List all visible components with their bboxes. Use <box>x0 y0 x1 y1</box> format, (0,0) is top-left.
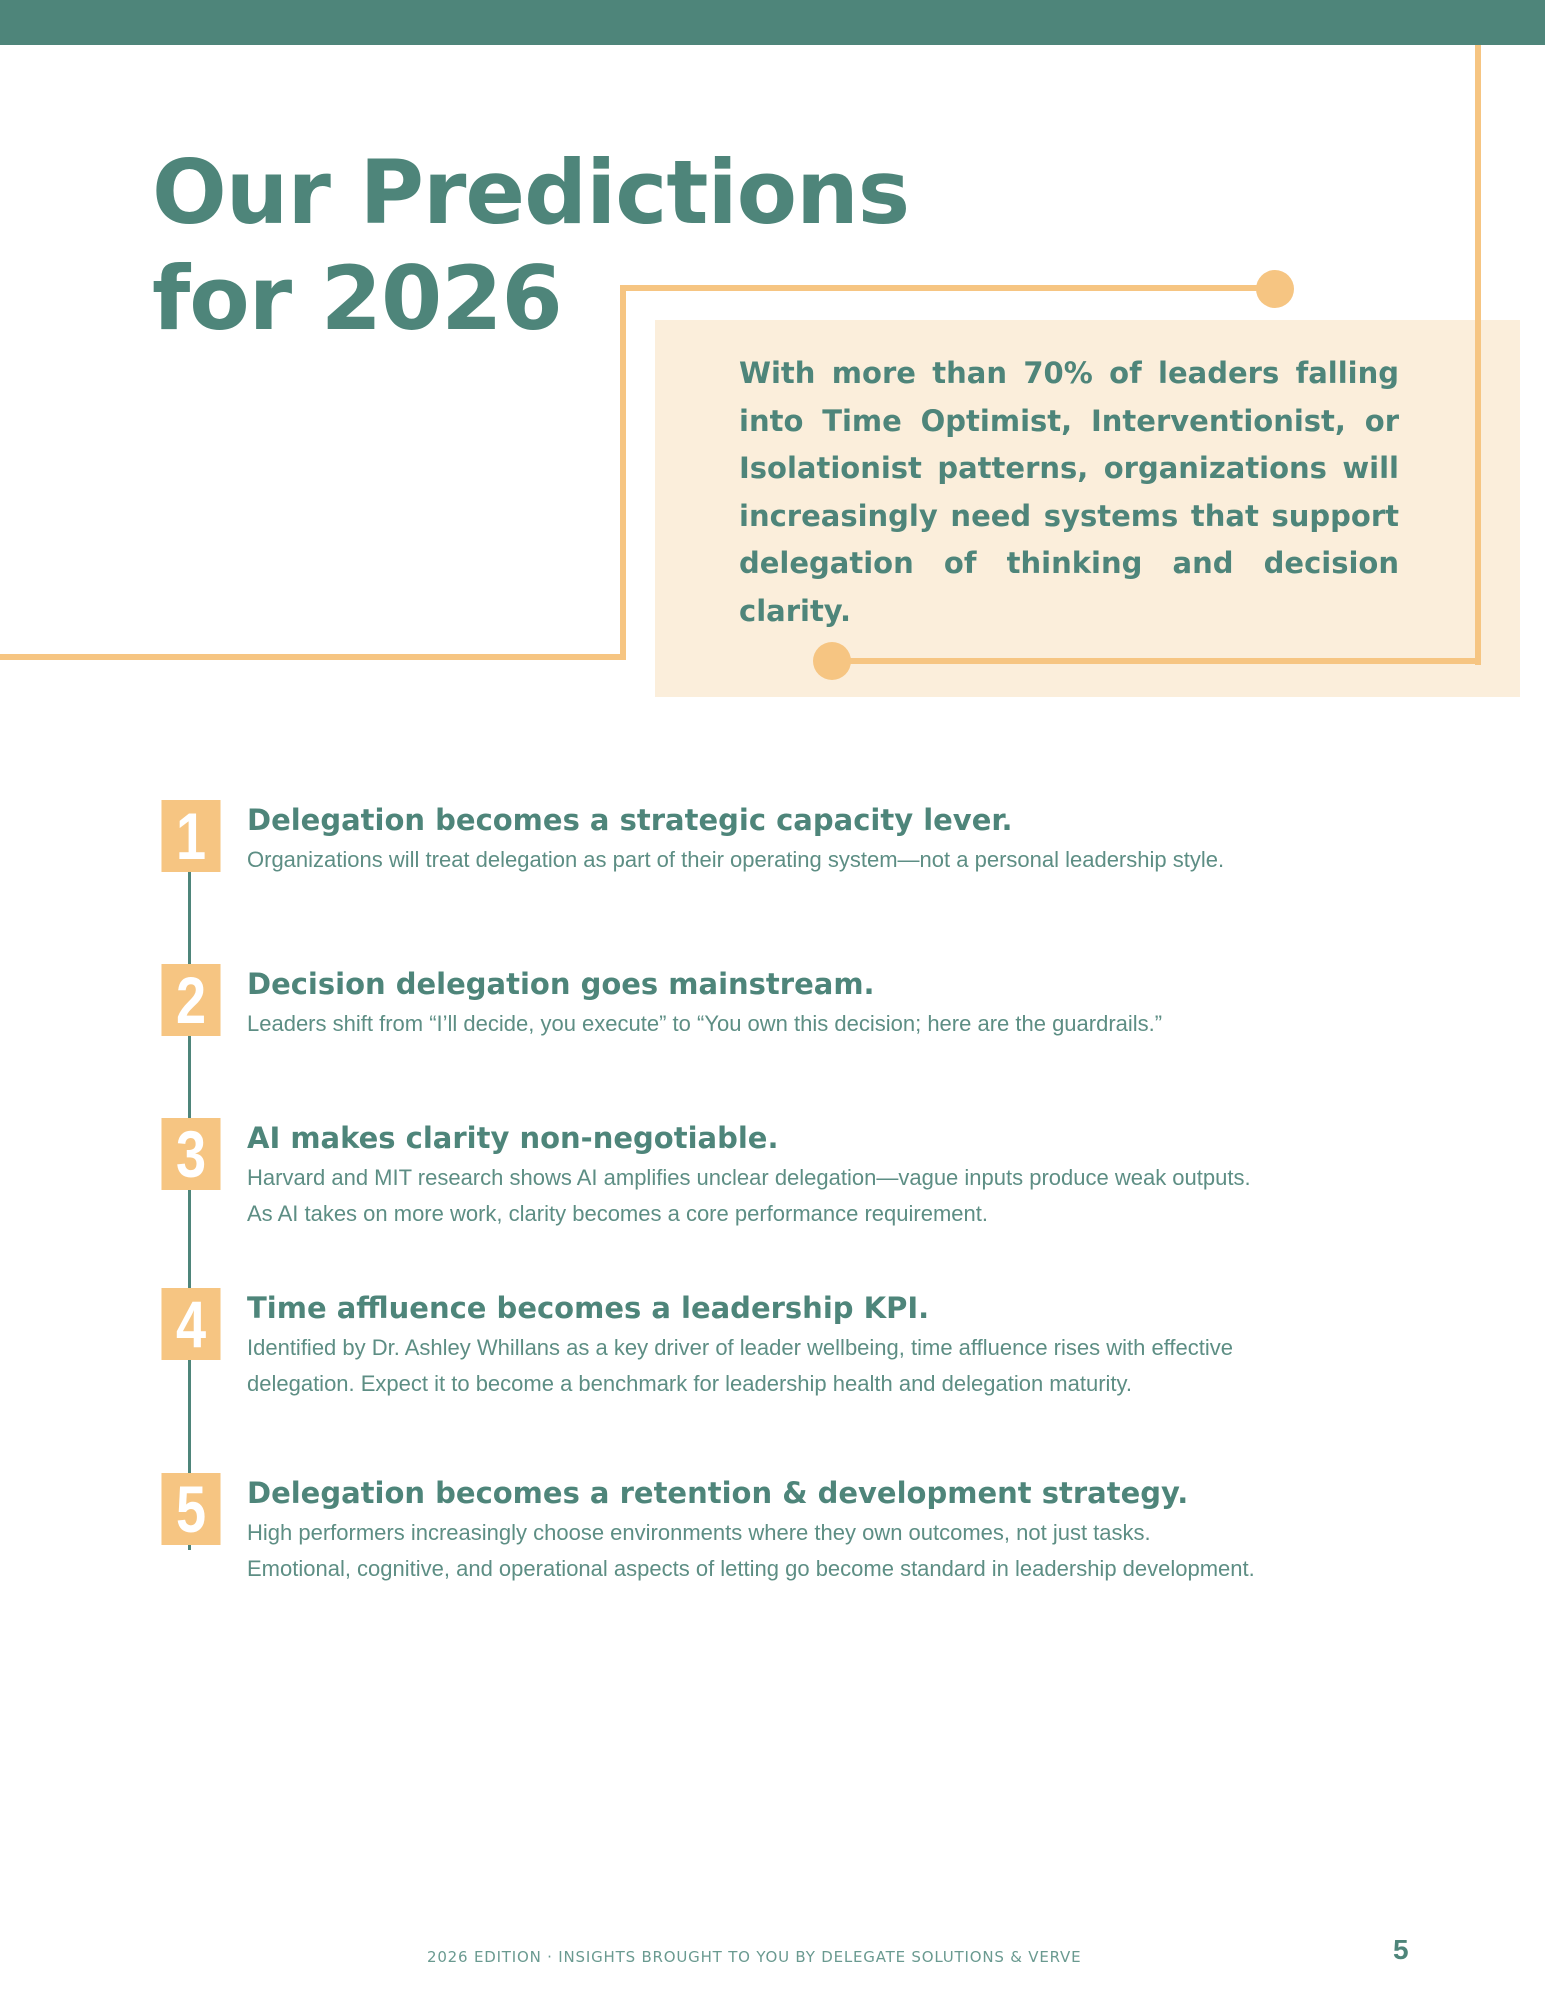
prediction-number-badge: 2 <box>161 964 220 1036</box>
prediction-description-line-2: Emotional, cognitive, and operational aspects of letting go become standard in leadership development. <box>247 1556 1255 1581</box>
page-title-line-2: for 2026 <box>152 247 562 350</box>
prediction-description <box>247 1515 1397 1587</box>
top-bar <box>0 0 1545 45</box>
prediction-description <box>247 1006 1397 1042</box>
prediction-description-line-2: delegation. Expect it to become a benchmark for leadership health and delegation maturity. <box>247 1371 1133 1396</box>
prediction-title: Time affluence becomes a leadership KPI. <box>247 1291 930 1325</box>
prediction-description <box>247 1330 1397 1402</box>
prediction-title: AI makes clarity non-negotiable. <box>247 1121 779 1155</box>
decor-dot-top <box>1256 270 1294 308</box>
decor-line-bottom-horizontal <box>832 658 1481 664</box>
prediction-number-badge: 1 <box>161 800 220 872</box>
prediction-title: Decision delegation goes mainstream. <box>247 967 875 1001</box>
footer-text: 2026 EDITION · INSIGHTS BROUGHT TO YOU BY DELEGATE SOLUTIONS & VERVE <box>427 1948 1082 1966</box>
decor-line-right-vertical <box>1475 45 1481 665</box>
decor-line-top-horizontal <box>620 285 1275 291</box>
prediction-title: Delegation becomes a strategic capacity lever. <box>247 803 1013 837</box>
prediction-description-line-1: Identified by Dr. Ashley Whillans as a key driver of leader wellbeing, time affluence rises with effective <box>247 1335 1234 1360</box>
decor-line-left-vertical <box>620 285 626 660</box>
prediction-description <box>247 842 1397 878</box>
decor-line-left-horizontal <box>0 654 626 660</box>
decor-dot-bottom <box>813 642 851 680</box>
prediction-description-line-1: High performers increasingly choose environments where they own outcomes, not just tasks. <box>247 1520 1151 1545</box>
prediction-description-line-2: As AI takes on more work, clarity becomes a core performance requirement. <box>247 1201 988 1226</box>
prediction-description-line-1: Leaders shift from “I’ll decide, you execute” to “You own this decision; here are the guardrails.” <box>247 1011 1163 1036</box>
callout-text: With more than 70% of leaders falling into Time Optimist, Interventionist, or Isolationist patterns, organizations will increasingly need systems that support delegation of thinking and decision clarity. <box>739 356 1399 628</box>
page-title-line-1: Our Predictions <box>152 141 910 244</box>
prediction-description-line-1: Organizations will treat delegation as part of their operating system—not a personal leadership style. <box>247 847 1225 872</box>
prediction-title: Delegation becomes a retention & development strategy. <box>247 1476 1189 1510</box>
prediction-description-line-1: Harvard and MIT research shows AI amplifies unclear delegation—vague inputs produce weak outputs. <box>247 1165 1251 1190</box>
prediction-description <box>247 1160 1397 1232</box>
prediction-number-badge: 4 <box>161 1288 220 1360</box>
page-number: 5 <box>1393 1934 1409 1965</box>
prediction-number-badge: 3 <box>161 1118 220 1190</box>
prediction-number-badge: 5 <box>161 1473 220 1545</box>
